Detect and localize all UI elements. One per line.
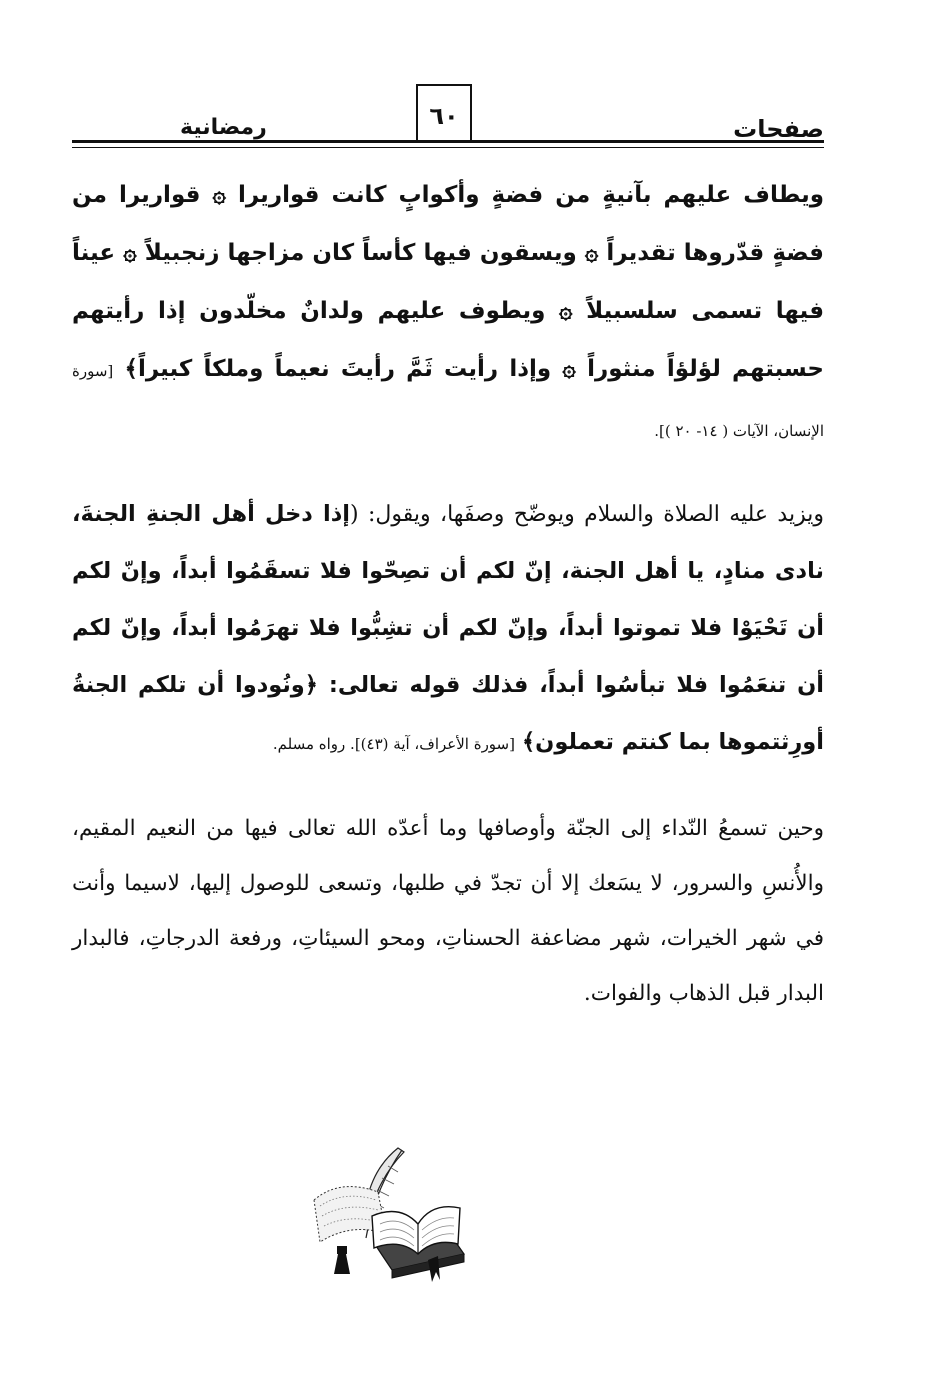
running-title-left: رمضانية [180, 115, 267, 140]
quran-verse-paragraph [72, 166, 824, 460]
hadith-intro: ويزيد عليه الصلاة والسلام ويوضّح وصفَها، ويقول: ( [350, 502, 824, 527]
page-number: ٦٠ [416, 84, 472, 140]
page-body [72, 166, 824, 1021]
hadith-text: إذا دخل أهل الجنةِ الجنةَ، نادى منادٍ، يا أهل الجنة، إنّ لكم أن تصِحّوا فلا تسقَمُوا أبداً، وإنّ لكم أن تَحْيَوْا فلا تموتوا أبداً، وإنّ لكم أن تشِبُّوا فلا تهرَمُوا أبداً، وإنّ لكم أن تنعَمُوا فلا تبأسُوا أبداً، فذلك قوله تعالى: ﴿ونُودوا أن تلكم الجنةُ أورِثتموها بما كنتم تعملون﴾ [72, 501, 824, 755]
quran-verse-text: ويطاف عليهم بآنيةٍ من فضةٍ وأكوابٍ كانت قواريرا ۞ قواريرا من فضةٍ قدّروها تقديراً ۞ ويسقون فيها كأساً كان مزاجها زنجبيلاً ۞ عيناً فيها تسمى سلسبيلاً ۞ ويطوف عليهم ولدانٌ مخلّدون إذا رأيتهم حسبتهم لؤلؤاً منثوراً ۞ وإذا رأيت ثَمَّ رأيتَ نعيماً وملكاً كبيراً﴾ [72, 182, 824, 382]
page-header [72, 84, 824, 156]
hadith-paragraph [72, 486, 824, 773]
header-rule-thick [72, 140, 824, 143]
running-title-right: صفحات [733, 115, 824, 143]
quran-reference: [سورة الإنسان، الآيات ( ١٤- ٢٠ )]. [72, 362, 824, 440]
hadith-reference: [سورة الأعراف، آية (٤٣)]. رواه مسلم. [272, 735, 515, 753]
book-quill-inkwell-icon [300, 1142, 470, 1282]
closing-paragraph: وحين تسمعُ النّداء إلى الجنّة وأوصافها وما أعدّه الله تعالى فيها من النعيم المقيم، والأُنسِ والسرور، لا يسَعك إلا أن تجدّ في طلبها، وتسعى للوصول إليها، لاسيما وأنت في شهر الخيرات، شهر مضاعفة الحسناتِ، ومحو السيئاتِ، ورفعة الدرجاتِ، فالبدار البدار قبل الذهاب والفوات. [72, 816, 824, 1006]
header-rule-thin [72, 147, 824, 148]
